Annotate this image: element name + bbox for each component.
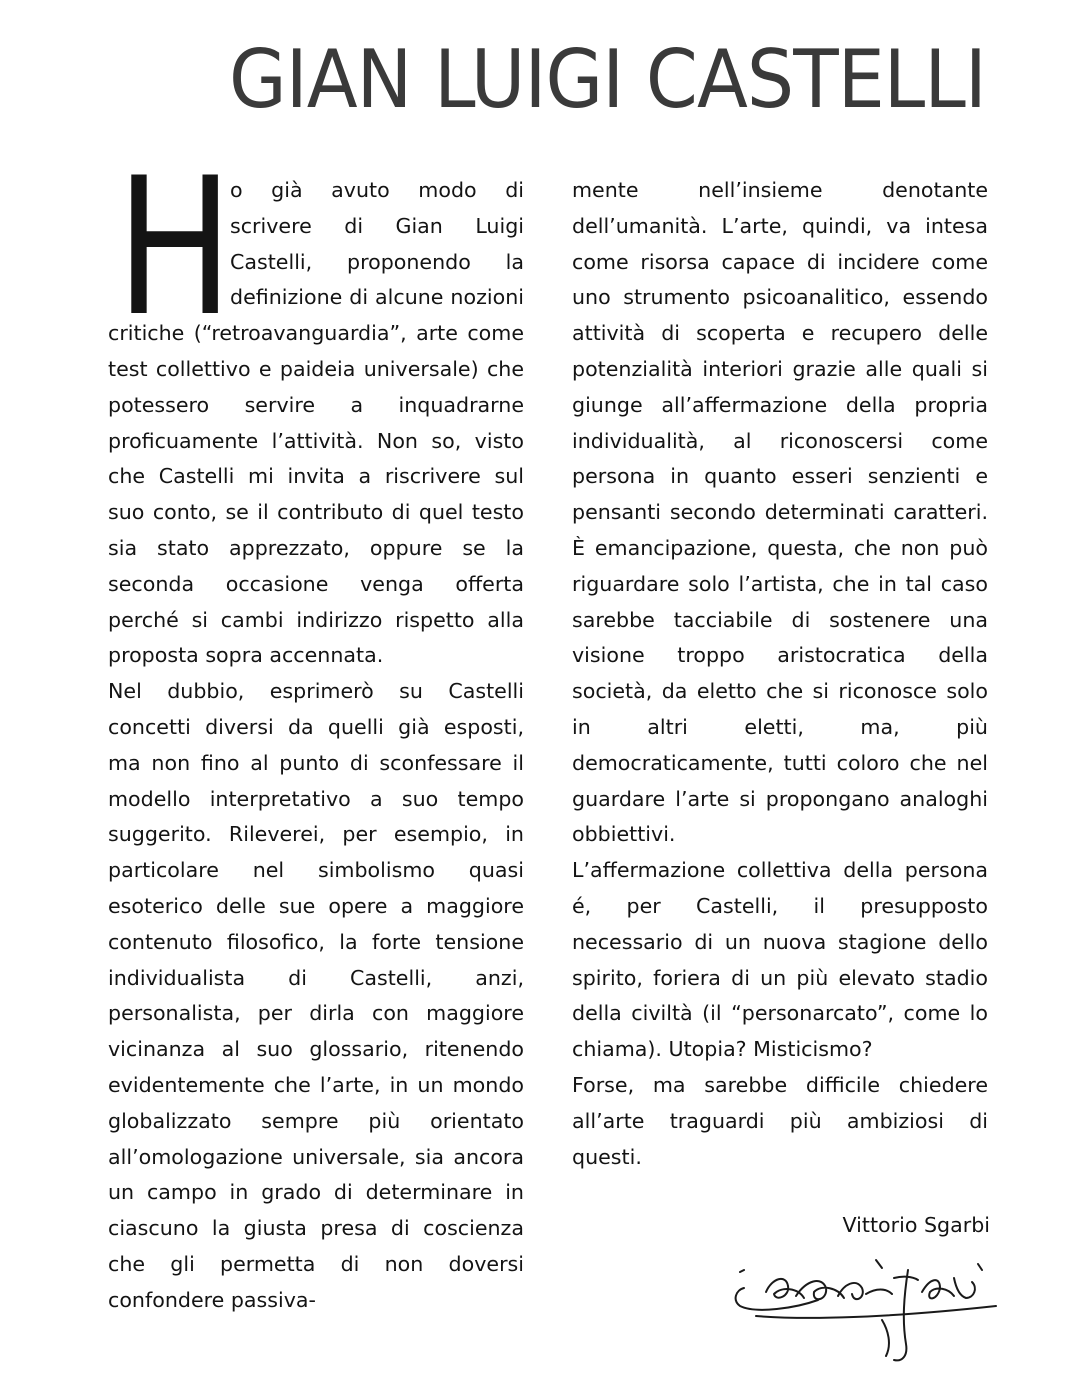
paragraph-5: Forse, ma sarebbe difficile chiedere all’arte traguardi più ambiziosi di questi.	[572, 1072, 988, 1169]
right-column	[572, 173, 988, 1175]
author-name: Vittorio Sgarbi	[842, 1213, 990, 1237]
paragraph-1-text: o già avuto modo di scrivere di Gian Luigi Castelli, proponendo la definizione di alcune nozioni critiche (“retroavanguardia”, arte come test collettivo e paideia universale) che potessero servire a inquadrarne proficuamente l’attività. Non so, visto che Castelli mi invita a riscrivere sul suo conto, se il contributo di quel testo sia stato apprezzato, oppure se la seconda occasione venga offerta perché si cambi indirizzo rispetto alla proposta sopra accennata.	[108, 178, 524, 668]
signature-image	[726, 1248, 1006, 1368]
paragraph-3: mente nell’insieme denotante dell’umanità. L’arte, quindi, va intesa come risorsa capace di incidere come uno strumento psicoanalitico, essendo attività di scoperta e recupero delle potenzialità interiori grazie alle quali si giunge all’affermazione della propria individualità, al riconoscersi come persona in quanto esseri senzienti e pensanti secondo determinati caratteri. È emancipazione, questa, che non può riguardare solo l’artista, che in tal caso sarebbe tacciabile di sostenere una visione troppo aristocratica della società, da eletto che si riconosce solo in altri eletti, ma, più democraticamente, tutti coloro che nel guardare l’arte si propongano analoghi obbiettivi.	[572, 178, 988, 847]
paragraph-4: L’affermazione collettiva della persona é, per Castelli, il presupposto necessario di un nuova stagione dello spirito, foriera di un più elevato stadio della civiltà (il “personarcato”, come lo chiama). Utopia? Misticismo?	[572, 858, 988, 1062]
paragraph-2: Nel dubbio, esprimerò su Castelli concetti diversi da quelli già esposti, ma non fino al punto di sconfessare il modello interpretativo a suo tempo suggerito. Rileverei, per esempio, in particolare nel simbolismo quasi esoterico delle sue opere a maggiore contenuto filosofico, la forte tensione individualista di Castelli, anzi, personalista, per dirla con maggiore vicinanza al suo glossario, ritenendo evidentemente che l’arte, in un mondo globalizzato sempre più orientato all’omologazione universale, sia ancora un campo in grado di determinare in ciascuno la giusta presa di coscienza che gli permetta di non doversi confondere passiva-	[108, 679, 524, 1312]
page-title: GIAN LUIGI CASTELLI	[229, 33, 986, 126]
paragraph-1	[108, 137, 524, 674]
left-column	[108, 137, 524, 1319]
drop-cap: H	[116, 137, 234, 358]
